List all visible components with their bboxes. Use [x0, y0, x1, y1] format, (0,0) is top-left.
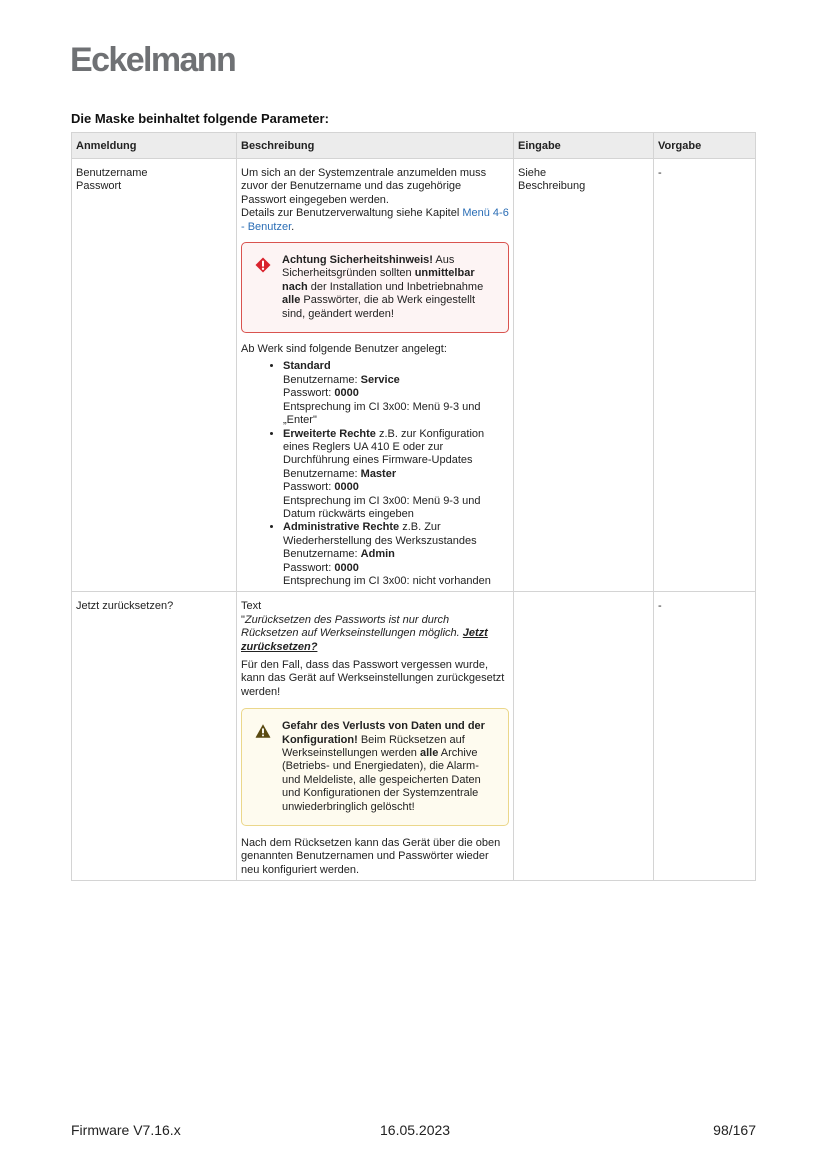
user-role-desc: z.B. Zur Wiederherstellung des Werkszustandes	[283, 521, 477, 547]
input-hint: Beschreibung	[518, 180, 586, 193]
table-header-row	[72, 133, 756, 159]
notice-emphasis: alle	[282, 294, 301, 307]
cell-vorgabe: -	[654, 159, 756, 592]
username-value: Service	[360, 373, 400, 386]
warning-icon	[255, 723, 271, 739]
list-item	[283, 360, 509, 427]
parameter-table	[71, 132, 756, 881]
reset-prompt-text	[241, 614, 509, 654]
cell-beschreibung	[237, 159, 514, 592]
data-loss-warning-box	[241, 708, 509, 826]
password-value: 0000	[334, 481, 359, 494]
security-notice-box	[241, 242, 509, 333]
prompt-italic: Zurücksetzen des Passworts ist nur durch Rücksetzen auf Werkseinstellungen möglich.	[241, 613, 463, 640]
warning-text: Beim Rücksetzen auf Werkseinstellungen werden	[282, 733, 465, 760]
prompt-question: Jetzt zurücksetzen?	[241, 627, 488, 653]
username-label: Benutzername:	[283, 467, 361, 480]
notice-emphasis: unmittelbar nach	[282, 267, 475, 293]
ci-equivalent: Entsprechung im CI 3x00: Menü 9-3 und Datum rückwärts eingeben	[283, 494, 481, 520]
footer-page-number: 98/167	[713, 1122, 756, 1138]
password-value: 0000	[334, 561, 359, 574]
table-row	[72, 159, 756, 592]
ci-equivalent: Entsprechung im CI 3x00: Menü 9-3 und „Enter"	[283, 400, 481, 427]
password-label: Passwort:	[283, 481, 335, 494]
users-intro: Ab Werk sind folgende Benutzer angelegt:	[241, 343, 447, 356]
warning-emphasis: alle	[419, 747, 439, 760]
desc-line: Passwort eingegeben werden.	[241, 193, 389, 206]
company-logo: Eckelmann	[70, 41, 236, 79]
user-role-title: Standard	[283, 360, 331, 373]
section-heading: Die Maske beinhaltet folgende Parameter:	[71, 111, 329, 126]
user-role-desc: z.B. zur Konfiguration eines Reglers UA 410 E oder zur Durchführung eines Firmware-Updates	[283, 427, 485, 467]
cell-beschreibung	[237, 592, 514, 881]
param-username: Benutzername	[76, 167, 148, 179]
security-notice-text	[282, 254, 500, 321]
details-reference	[241, 207, 509, 234]
default-users-list	[241, 360, 509, 588]
notice-text: Passwörter, die ab Werk eingestellt sind, geändert werden!	[282, 294, 476, 320]
notice-text: der Installation und Inbetriebnahme	[307, 280, 484, 293]
password-label: Passwort:	[283, 387, 335, 400]
footer-date: 16.05.2023	[380, 1122, 451, 1138]
data-loss-warning-text	[282, 720, 500, 814]
details-suffix: .	[291, 220, 295, 233]
footer-firmware-version: Firmware V7.16.x	[71, 1122, 181, 1138]
chapter-link-text: - Benutzer	[241, 220, 292, 233]
column-header-eingabe: Eingabe	[514, 133, 654, 159]
cell-vorgabe: -	[654, 592, 756, 881]
cell-anmeldung	[72, 159, 237, 592]
password-label: Passwort:	[283, 561, 335, 574]
username-label: Benutzername:	[283, 373, 361, 386]
chapter-link-text: Menü 4-6	[462, 207, 509, 220]
username-value: Admin	[360, 548, 395, 561]
quote-mark: "	[241, 613, 245, 626]
desc-line: zuvor der Benutzername und das zugehörige	[241, 180, 462, 193]
column-header-beschreibung: Beschreibung	[237, 133, 514, 159]
cell-anmeldung: Jetzt zurücksetzen?	[72, 592, 237, 881]
password-value: 0000	[334, 387, 359, 400]
username-label: Benutzername:	[283, 548, 361, 561]
list-item	[283, 521, 509, 588]
security-notice-title: Achtung Sicherheitshinweis!	[282, 254, 433, 267]
warning-text: Archive (Betriebs- und Energiedaten), die Alarm- und Meldeliste, alle gespeicherten Daten und Konfigurationen der Systemzentrale unwiederbringlich gelöscht!	[282, 747, 481, 813]
list-item	[283, 428, 509, 522]
input-hint: Siehe	[518, 167, 547, 179]
cell-eingabe	[514, 159, 654, 592]
notice-text: Aus Sicherheitsgründen sollten	[282, 254, 455, 280]
reset-explanation: Für den Fall, dass das Passwort vergessen wurde, kann das Gerät auf Werkseinstellungen zurückgesetzt werden!	[241, 659, 505, 698]
details-prefix: Details zur Benutzerverwaltung siehe Kapitel	[241, 207, 463, 220]
danger-icon	[255, 257, 271, 273]
warning-title: Gefahr des Verlusts von Daten und der Konfiguration!	[282, 720, 485, 746]
table-row	[72, 592, 756, 881]
column-header-vorgabe: Vorgabe	[654, 133, 756, 159]
param-password: Passwort	[76, 180, 122, 193]
cell-eingabe	[514, 592, 654, 881]
text-label: Text	[241, 600, 262, 613]
user-role-title: Erweiterte Rechte	[283, 427, 376, 440]
username-value: Master	[360, 467, 397, 480]
reconfigure-note: Nach dem Rücksetzen kann das Gerät über die oben genannten Benutzernamen und Passwörter wieder neu konfiguriert werden.	[241, 837, 501, 876]
ci-equivalent: Entsprechung im CI 3x00: nicht vorhanden	[283, 574, 491, 587]
desc-line: Um sich an der Systemzentrale anzumelden muss	[241, 167, 487, 179]
column-header-anmeldung: Anmeldung	[72, 133, 237, 159]
user-role-title: Administrative Rechte	[283, 521, 400, 534]
